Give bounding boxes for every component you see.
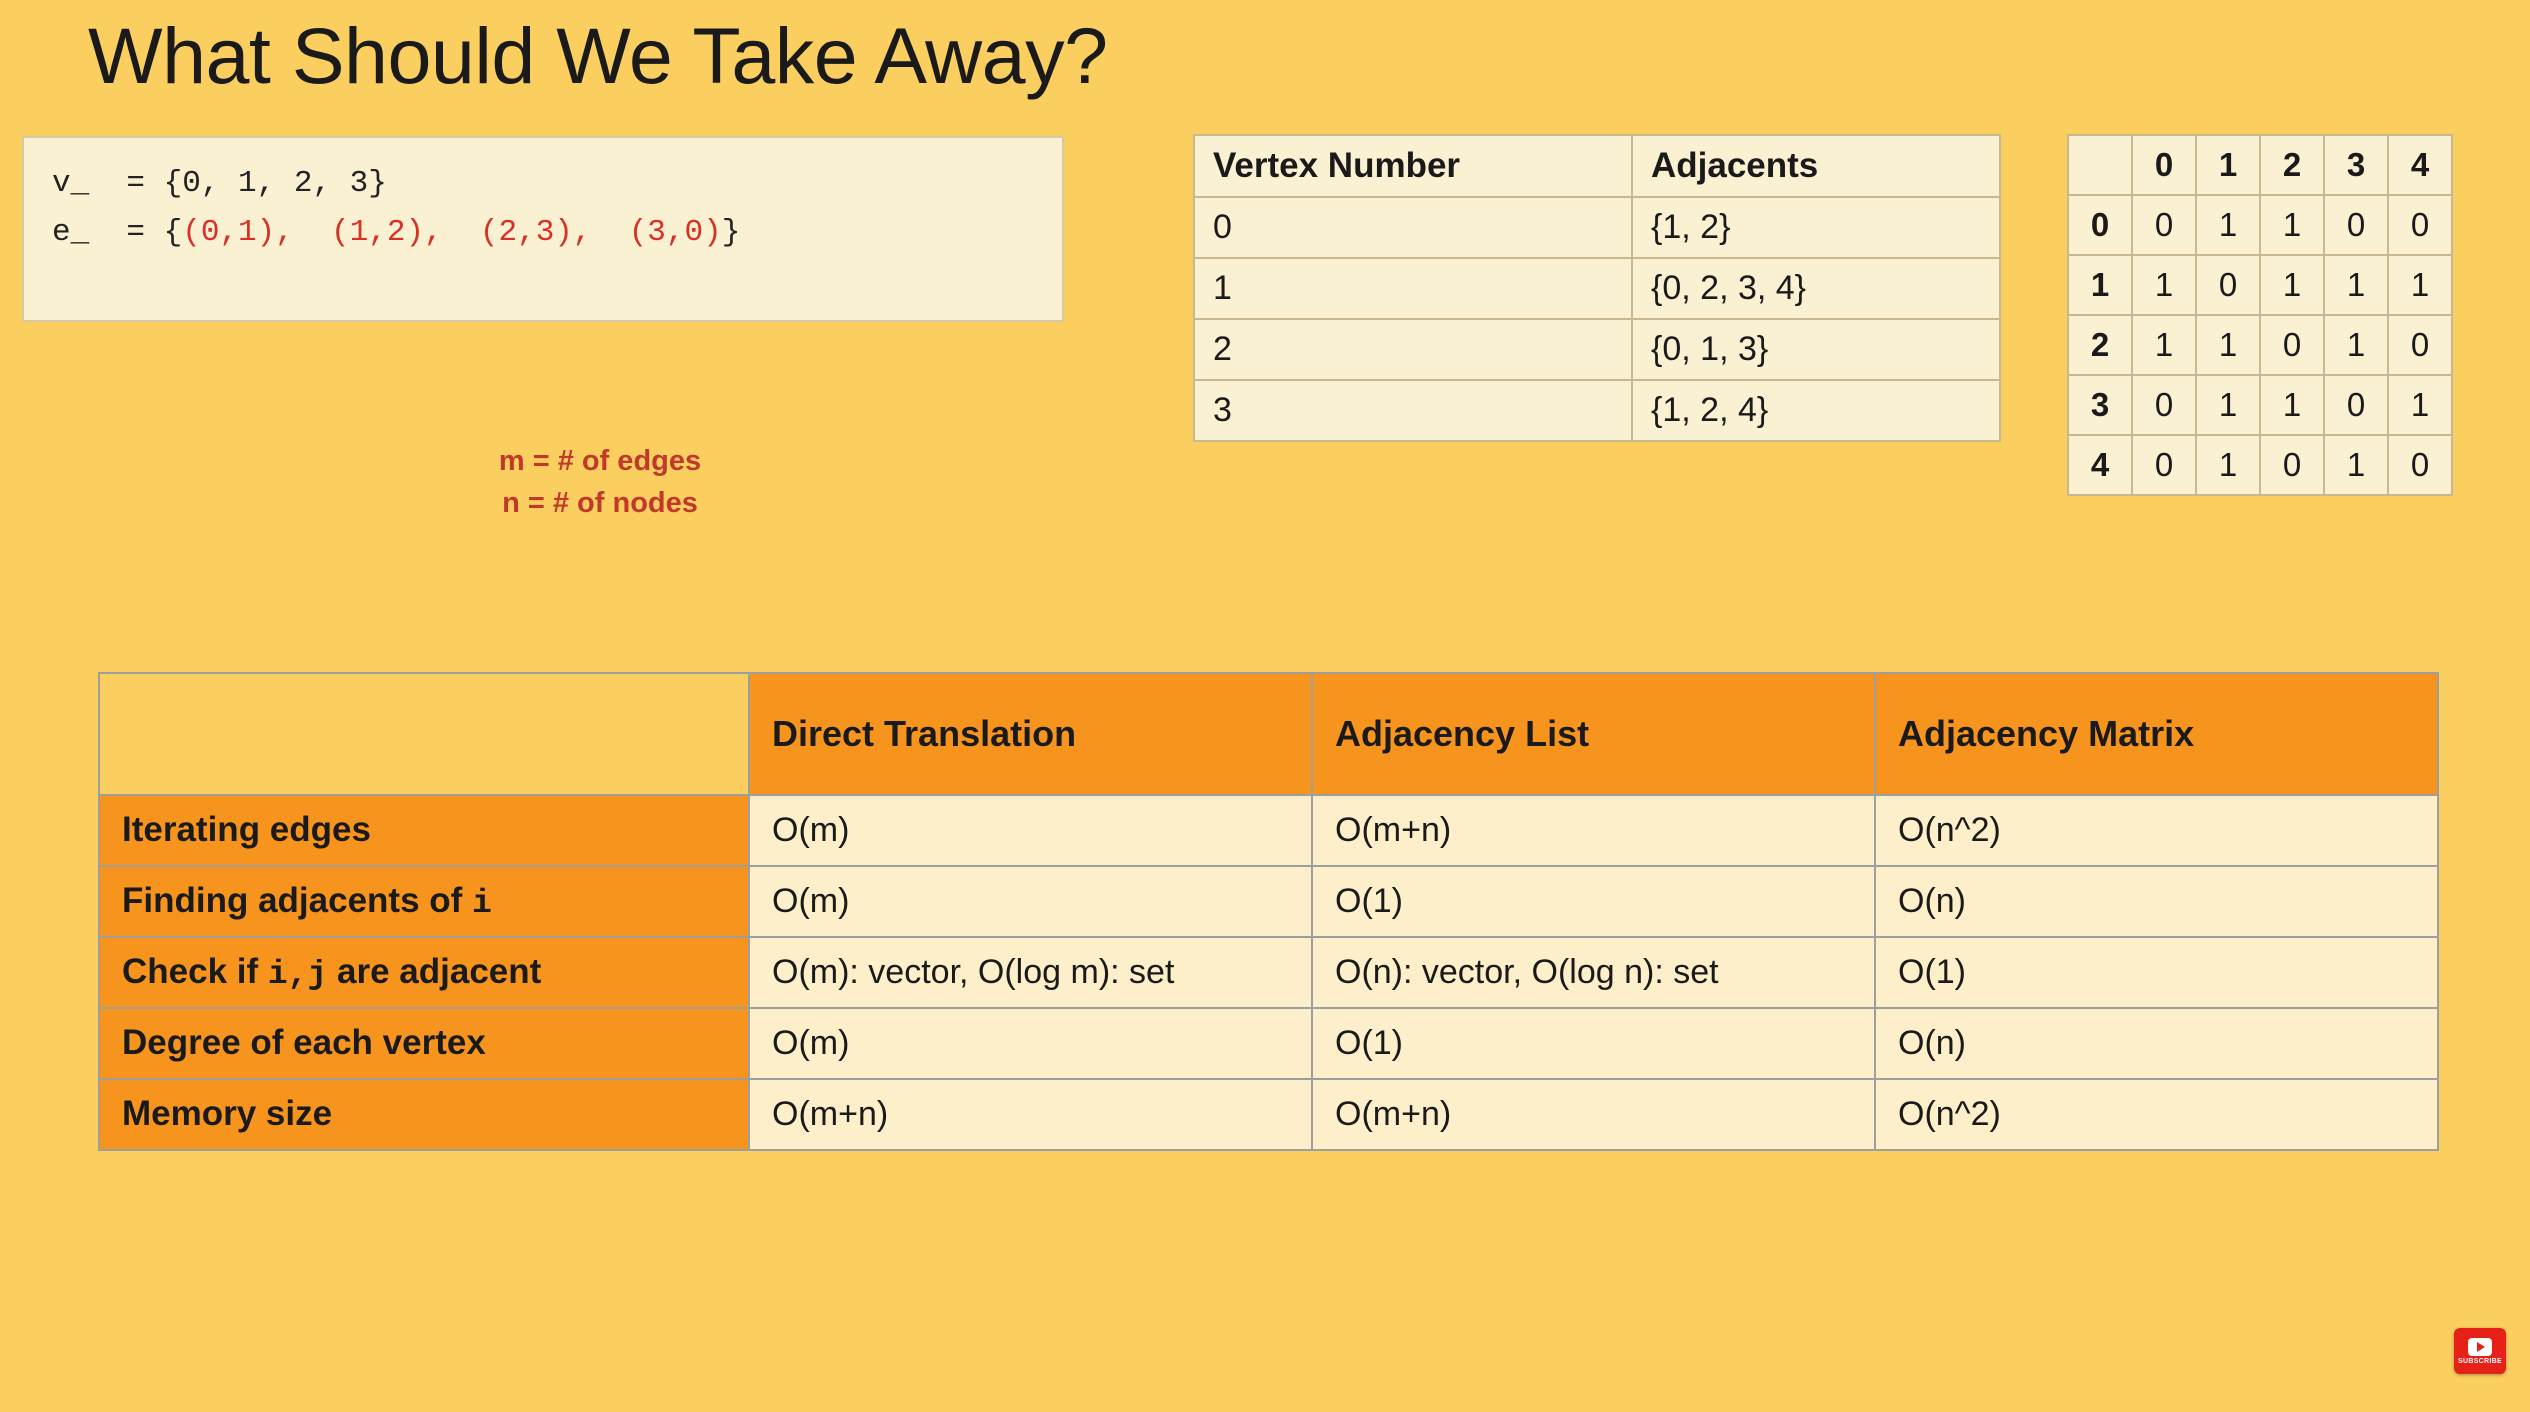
matrix-cell: 0 (2196, 255, 2260, 315)
cell-adjacents: {0, 1, 3} (1632, 319, 2000, 380)
cell-adjacency-list: O(m+n) (1312, 795, 1875, 866)
matrix-cell: 1 (2260, 375, 2324, 435)
matrix-row (2068, 315, 2452, 375)
cell-direct-translation: O(m) (749, 795, 1312, 866)
matrix-cell: 1 (2260, 255, 2324, 315)
cell-adjacency-list: O(1) (1312, 1008, 1875, 1079)
matrix-cell: 0 (2260, 435, 2324, 495)
matrix-cell: 1 (2132, 255, 2196, 315)
code-line-edges-suffix: } (721, 214, 741, 250)
column-header-adjacents: Adjacents (1632, 135, 2000, 197)
cell-vertex: 3 (1194, 380, 1632, 441)
cell-adjacency-matrix: O(n) (1875, 866, 2438, 937)
code-snippet-box (22, 136, 1064, 322)
row-label-suffix: are adjacent (327, 952, 542, 991)
row-header-memory-size (99, 1079, 749, 1150)
row-label-text: Iterating edges (122, 810, 371, 849)
matrix-cell: 0 (2324, 375, 2388, 435)
matrix-cell: 1 (2196, 375, 2260, 435)
matrix-cell: 1 (2196, 195, 2260, 255)
matrix-row-header: 3 (2068, 375, 2132, 435)
table-row (99, 1008, 2438, 1079)
cell-adjacents: {0, 2, 3, 4} (1632, 258, 2000, 319)
matrix-cell: 0 (2132, 435, 2196, 495)
column-header-vertex-number: Vertex Number (1194, 135, 1632, 197)
column-header-direct-translation: Direct Translation (749, 673, 1312, 795)
cell-direct-translation: O(m) (749, 1008, 1312, 1079)
matrix-row-header: 4 (2068, 435, 2132, 495)
legend-note-edges: m = # of edges (498, 445, 702, 477)
matrix-cell: 1 (2324, 435, 2388, 495)
subscribe-badge[interactable] (2454, 1328, 2506, 1374)
matrix-row (2068, 255, 2452, 315)
matrix-cell: 1 (2196, 435, 2260, 495)
code-line-edges-pairs: (0,1), (1,2), (2,3), (3,0) (182, 214, 722, 250)
column-header-adjacency-matrix: Adjacency Matrix (1875, 673, 2438, 795)
table-row (99, 866, 2438, 937)
cell-direct-translation: O(m+n) (749, 1079, 1312, 1150)
matrix-cell: 1 (2324, 315, 2388, 375)
comparison-corner-cell (99, 673, 749, 795)
matrix-col-header: 2 (2260, 135, 2324, 195)
cell-direct-translation: O(m) (749, 866, 1312, 937)
matrix-cell: 0 (2260, 315, 2324, 375)
matrix-cell: 1 (2388, 375, 2452, 435)
comparison-header-row (99, 673, 2438, 795)
row-header-check-adjacent (99, 937, 749, 1008)
code-line-vertices: v_ = {0, 1, 2, 3} (52, 166, 387, 201)
row-header-degree (99, 1008, 749, 1079)
adjacency-list-table (1193, 134, 2001, 442)
cell-adjacency-matrix: O(n^2) (1875, 795, 2438, 866)
matrix-row-header: 0 (2068, 195, 2132, 255)
cell-adjacency-matrix: O(1) (1875, 937, 2438, 1008)
adjacency-matrix-table (2067, 134, 2453, 496)
matrix-row (2068, 375, 2452, 435)
legend-note (340, 440, 860, 524)
matrix-cell: 0 (2388, 315, 2452, 375)
cell-adjacency-list: O(m+n) (1312, 1079, 1875, 1150)
row-label-text: Check if (122, 952, 268, 991)
code-line-edges-prefix: e_ = { (52, 214, 183, 250)
matrix-cell: 0 (2132, 195, 2196, 255)
cell-vertex: 2 (1194, 319, 1632, 380)
matrix-cell: 0 (2324, 195, 2388, 255)
matrix-col-header: 3 (2324, 135, 2388, 195)
matrix-cell: 1 (2196, 315, 2260, 375)
table-row (1194, 319, 2000, 380)
matrix-row-header: 1 (2068, 255, 2132, 315)
cell-adjacency-matrix: O(n^2) (1875, 1079, 2438, 1150)
cell-vertex: 0 (1194, 197, 1632, 258)
row-label-text: Degree of each vertex (122, 1023, 486, 1062)
matrix-col-header: 4 (2388, 135, 2452, 195)
page-title: What Should We Take Away? (88, 11, 1108, 100)
matrix-header-row (2068, 135, 2452, 195)
cell-direct-translation: O(m): vector, O(log m): set (749, 937, 1312, 1008)
subscribe-label: SUBSCRIBE (2458, 1357, 2502, 1365)
row-label-mono: i (472, 885, 492, 922)
table-row (1194, 197, 2000, 258)
matrix-row (2068, 195, 2452, 255)
cell-adjacency-list: O(1) (1312, 866, 1875, 937)
table-row (99, 795, 2438, 866)
cell-adjacency-matrix: O(n) (1875, 1008, 2438, 1079)
row-header-iterating-edges (99, 795, 749, 866)
table-row (99, 937, 2438, 1008)
matrix-col-header: 1 (2196, 135, 2260, 195)
row-label-text: Finding adjacents of (122, 881, 473, 920)
matrix-cell: 1 (2388, 255, 2452, 315)
cell-adjacency-list: O(n): vector, O(log n): set (1312, 937, 1875, 1008)
matrix-cell: 0 (2388, 435, 2452, 495)
matrix-cell: 1 (2132, 315, 2196, 375)
row-header-finding-adjacents (99, 866, 749, 937)
matrix-cell: 0 (2132, 375, 2196, 435)
column-header-adjacency-list: Adjacency List (1312, 673, 1875, 795)
matrix-cell: 1 (2324, 255, 2388, 315)
comparison-table (98, 672, 2439, 1151)
legend-note-nodes: n = # of nodes (502, 487, 698, 520)
matrix-col-header: 0 (2132, 135, 2196, 195)
table-row (1194, 258, 2000, 319)
row-label-text: Memory size (122, 1094, 333, 1133)
youtube-play-icon (2468, 1338, 2492, 1356)
matrix-corner-cell (2068, 135, 2132, 195)
row-label-mono: i,j (267, 956, 328, 993)
matrix-cell: 0 (2388, 195, 2452, 255)
table-header-row (1194, 135, 2000, 197)
cell-adjacents: {1, 2, 4} (1632, 380, 2000, 441)
matrix-row-header: 2 (2068, 315, 2132, 375)
cell-vertex: 1 (1194, 258, 1632, 319)
table-row (99, 1079, 2438, 1150)
cell-adjacents: {1, 2} (1632, 197, 2000, 258)
matrix-cell: 1 (2260, 195, 2324, 255)
matrix-row (2068, 435, 2452, 495)
table-row (1194, 380, 2000, 441)
